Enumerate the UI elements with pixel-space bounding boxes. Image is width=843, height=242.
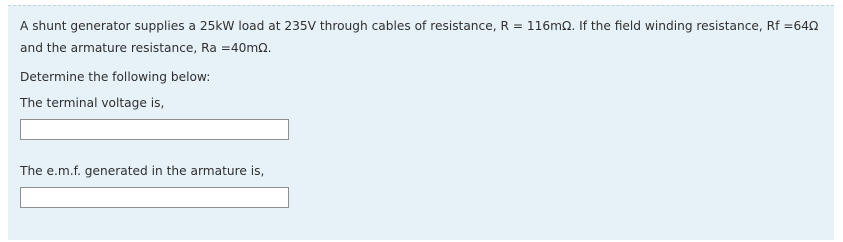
question-panel: [8, 5, 834, 240]
terminal-voltage-label: The terminal voltage is,: [20, 96, 165, 110]
armature-emf-input[interactable]: [20, 187, 289, 208]
question-text-line-2: and the armature resistance, Ra =40mΩ.: [20, 41, 272, 55]
armature-emf-label: The e.m.f. generated in the armature is,: [20, 164, 265, 178]
question-text-line-1: A shunt generator supplies a 25kW load at 235V through cables of resistance, R = 116mΩ. If the field winding resistance, Rf =64Ω: [20, 19, 819, 33]
terminal-voltage-input[interactable]: [20, 119, 289, 140]
instruction-text: Determine the following below:: [20, 70, 211, 84]
